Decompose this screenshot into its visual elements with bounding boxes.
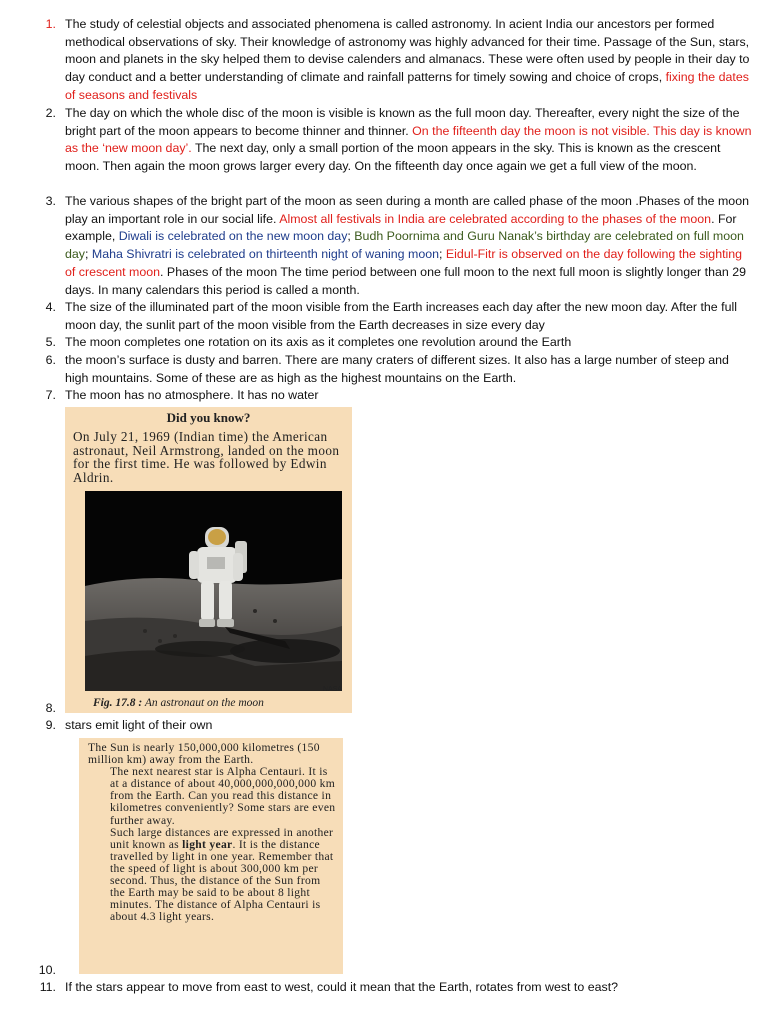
highlight-run: Maha Shivratri is celebrated on thirteenth night of waning moon [91, 247, 440, 262]
item-number: 8. [45, 701, 56, 715]
item-number: 9. [45, 718, 56, 732]
box-text: On July 21, 1969 (Indian time) the American astronaut, Neil Armstrong, landed on the moon for the first time. He was followed by Edwin Aldrin. [73, 429, 340, 485]
item-text [65, 193, 755, 299]
box-paragraph [88, 827, 337, 924]
item-text: If the stars appear to move from east to west, could it mean that the Earth, rotates from west to east? [65, 980, 619, 994]
text-run: Such large distances are expressed in another unit known as [110, 825, 334, 851]
text-run: The next day, only a small portion of the moon appears in the sky. This is known as the crescent moon. Then again the moon grows larger every day. On the fifteenth day once again we get a full view of the moon. [65, 141, 721, 174]
item-text: The moon has no atmosphere. It has no water [65, 388, 319, 402]
caption-text: An astronaut on the moon [142, 697, 264, 709]
did-you-know-box [65, 407, 352, 713]
highlight-run: On the fifteenth day the moon is not visible. This day is known as the ‘new moon day’. [65, 123, 752, 156]
item-number: 7. [45, 388, 56, 402]
item-number: 3. [45, 194, 56, 208]
highlight-run: Diwali is celebrated on the new moon day [118, 229, 348, 244]
item-text: the moon’s surface is dusty and barren. There are many craters of different sizes. It also has a large number of steep and high mountains. Some of these are as high as the highest mountains on the Earth. [65, 353, 729, 385]
item-number: 11. [39, 980, 56, 994]
text-run: The day on which the whole disc of the moon is visible is known as the full moon day. Thereafter, every night the size of the bright part of the moon appears to become thinner and thinner. [65, 106, 740, 138]
caption-label: Fig. 17.8 : [93, 697, 143, 709]
highlight-run: fixing the dates of seasons and festivals [65, 70, 749, 102]
photo-credit: NASA [322, 686, 342, 693]
item-number: 6. [45, 353, 56, 367]
item-number: 1. [45, 17, 56, 31]
item-number: 4. [45, 300, 56, 314]
text-run: . It is the distance travelled by light in one year. Remember that the speed of light is about 300,000 km per second. Thus, the distance of the Sun from the Earth may be said to be about 8 light minutes. The distance of Alpha Centauri is about 4.3 light years. [110, 837, 334, 924]
item-number: 2. [45, 106, 56, 120]
text-run: The study of celestial objects and associated phenomena is called astronomy. In acient India our ancestors per formed methodical observations of sky. Their knowledge of astronomy was highly advanced for their time. Passage of the Sun, stars, moon and planets in the sky helped them to devise calenders and almanacs. These were often used by people in their day to day conduct and a better understanding of climate and rainfall patterns for timely sowing and choice of crops, [65, 17, 750, 85]
item-text [65, 105, 755, 176]
box-paragraph: The next nearest star is Alpha Centauri. It is at a distance of about 40,000,000,000,000 km from the Earth. Can you read this distance in kilometres conveniently? Some stars are even further away. [110, 765, 336, 827]
item-text: The moon completes one rotation on its axis as it completes one revolution around the Earth [65, 335, 572, 349]
item-text [65, 16, 755, 105]
text-run: . Phases of the moon The time period between one full moon to the next full moon is slightly longer than 29 days. In many calendars this period is called a month. [65, 264, 746, 297]
item-number: 5. [45, 335, 56, 349]
box-text [88, 742, 337, 923]
text-run: . For example, [65, 211, 737, 244]
astronaut-on-moon-image [85, 491, 342, 691]
item-text: The size of the illuminated part of the moon visible from the Earth increases each day after the new moon day. After the full moon day, the sunlit part of the moon visible from the Earth decreases in size every day [65, 300, 737, 332]
figure-caption [93, 697, 264, 709]
highlight-run: Budh Poornima and Guru Nanak’s birthday are celebrated on full moon day [65, 229, 744, 262]
text-run: The various shapes of the bright part of the moon as seen during a month are called phase of the moon .Phases of the moon play an important role in our social life. [65, 194, 749, 226]
text-run: ; [347, 229, 355, 244]
highlight-run: Eidul-Fitr is observed on the day following the sighting of crescent moon [65, 247, 743, 279]
light-year-box [79, 738, 343, 974]
item-text: stars emit light of their own [65, 718, 213, 732]
term-light-year: light year [182, 837, 233, 851]
highlight-run: Almost all festivals in India are celebrated according to the phases of the moon [279, 211, 712, 226]
box-title: Did you know? [166, 410, 251, 425]
box-paragraph: The Sun is nearly 150,000,000 kilometres (150 million km) away from the Earth. [88, 741, 320, 767]
item-number: 10. [38, 963, 56, 977]
astronaut-photo [85, 491, 342, 691]
text-run: ; [84, 247, 92, 262]
text-run: ; [439, 247, 446, 262]
